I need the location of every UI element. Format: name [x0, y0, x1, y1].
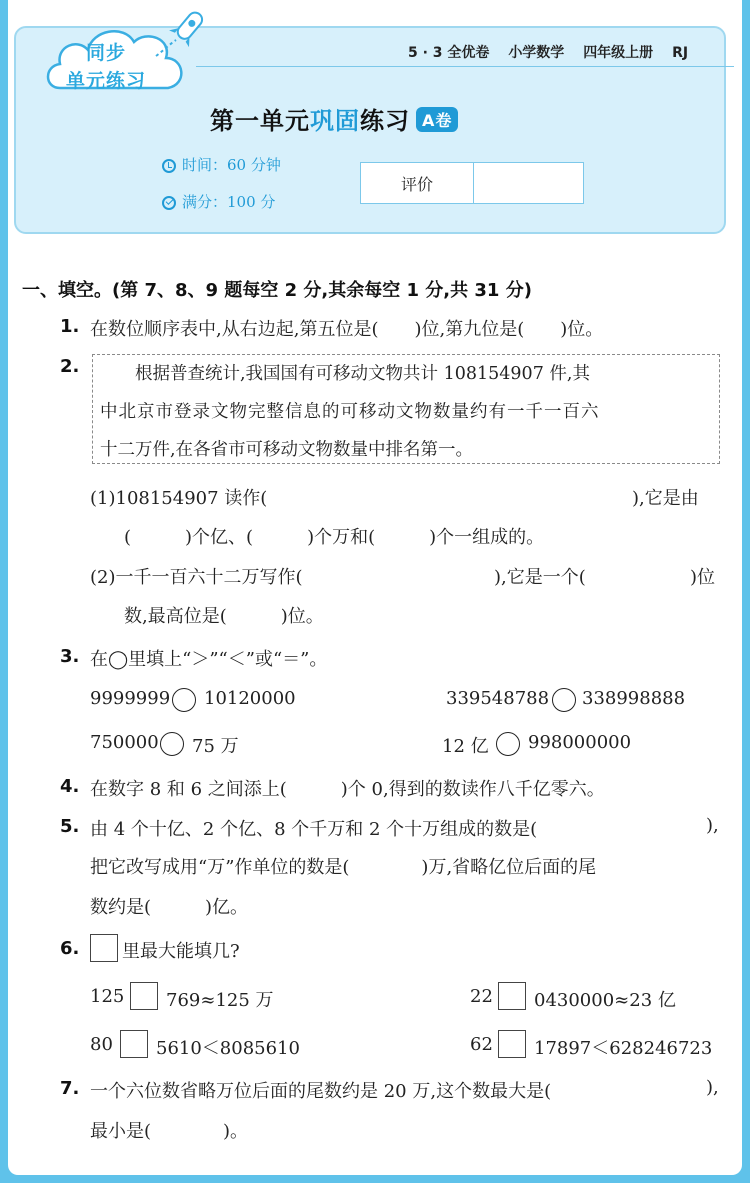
question-number: 5.	[60, 816, 80, 837]
question-6-text: 里最大能填几?	[122, 941, 240, 962]
title-highlight: 巩固	[310, 107, 360, 135]
question-number: 6.	[60, 938, 80, 959]
question-number: 1.	[60, 316, 80, 337]
estimate-left: 62	[470, 1034, 493, 1055]
answer-circle[interactable]	[160, 732, 184, 756]
estimate-right: 769≈125 万	[166, 990, 274, 1011]
answer-circle[interactable]	[552, 688, 576, 712]
score-info	[162, 191, 275, 212]
question-2-sub2: (2)一千一百六十二万写作(	[90, 567, 303, 588]
question-number: 4.	[60, 776, 80, 797]
page-title	[210, 101, 458, 136]
time-label: 时间：60 分钟	[182, 156, 281, 174]
compare-left: 750000	[90, 732, 159, 753]
answer-circle[interactable]	[496, 732, 520, 756]
unit-practice-badge	[38, 10, 190, 102]
question-5-line3: 数约是( )亿。	[90, 897, 249, 918]
estimate-right: 17897＜628246723	[534, 1038, 713, 1059]
question-5-line1: 由 4 个十亿、2 个亿、8 个千万和 2 个十万组成的数是(	[90, 819, 538, 840]
rating-field[interactable]	[474, 163, 583, 203]
compare-right: 10120000	[204, 688, 296, 709]
answer-box[interactable]	[90, 934, 118, 962]
question-2-sub2-mid: ),它是一个(	[494, 567, 586, 588]
question-2-sub2-end: )位	[690, 567, 716, 588]
question-1-text: 在数位顺序表中,从右边起,第五位是( )位,第九位是( )位。	[90, 319, 604, 340]
estimate-left: 80	[90, 1034, 113, 1055]
cloud-rocket-icon	[38, 10, 218, 110]
estimate-left: 22	[470, 986, 493, 1007]
question-number: 3.	[60, 646, 80, 667]
meta-series: 5 · 3 全优卷	[408, 45, 490, 61]
question-number: 2.	[60, 356, 80, 377]
rating-label: 评价	[361, 163, 474, 203]
badge-line2: 单元练习	[66, 70, 147, 92]
question-5-line1-end: ),	[706, 815, 719, 836]
clock-icon	[162, 159, 176, 173]
question-5-line2: 把它改写成用“万”作单位的数是( )万,省略亿位后面的尾	[90, 857, 597, 878]
answer-box[interactable]	[498, 982, 526, 1010]
meta-edition: RJ	[672, 45, 689, 61]
compare-left: 9999999	[90, 688, 171, 709]
estimate-right: 5610＜8085610	[156, 1038, 300, 1059]
question-7-line1-end: ),	[706, 1077, 719, 1098]
score-label: 满分：100 分	[182, 193, 276, 211]
compare-right: 338998888	[582, 688, 686, 709]
question-number: 7.	[60, 1078, 80, 1099]
answer-box[interactable]	[130, 982, 158, 1010]
answer-box[interactable]	[498, 1030, 526, 1058]
compare-left: 12 亿	[442, 736, 489, 757]
meta-subject: 小学数学	[508, 45, 565, 61]
estimate-right: 0430000≈23 亿	[534, 990, 676, 1011]
estimate-left: 125	[90, 986, 125, 1007]
book-meta	[408, 42, 702, 62]
title-prefix: 第一单元	[210, 107, 310, 135]
answer-circle[interactable]	[172, 688, 196, 712]
passage-line: 根据普查统计,我国国有可移动文物共计 108154907 件,其	[100, 364, 590, 384]
section-title: 一、填空。(第 7、8、9 题每空 2 分,其余每空 1 分,共 31 分)	[22, 280, 532, 301]
compare-right: 998000000	[528, 732, 632, 753]
time-info	[162, 154, 281, 175]
title-suffix: 练习	[360, 107, 410, 135]
answer-box[interactable]	[120, 1030, 148, 1058]
passage-line: 十二万件,在各省市可移动文物数量中排名第一。	[100, 440, 474, 460]
question-2-sub1-end: ),它是由	[632, 488, 699, 509]
check-icon	[162, 196, 176, 210]
question-2-sub1-line2: ( )个亿、( )个万和( )个一组成的。	[124, 527, 545, 548]
badge-line1: 同步	[86, 42, 127, 64]
header-divider	[196, 66, 734, 67]
compare-right: 75 万	[192, 736, 239, 757]
question-7-line1: 一个六位数省略万位后面的尾数约是 20 万,这个数最大是(	[90, 1081, 552, 1102]
question-7-line2: 最小是( )。	[90, 1121, 249, 1142]
compare-left: 339548788	[446, 688, 550, 709]
question-3-text: 在◯里填上“＞”“＜”或“＝”。	[90, 649, 328, 670]
rating-box	[360, 162, 584, 204]
passage-line: 中北京市登录文物完整信息的可移动文物数量约有一千一百六	[100, 402, 600, 422]
question-2-sub2-line2: 数,最高位是( )位。	[124, 606, 324, 627]
question-4-text: 在数字 8 和 6 之间添上( )个 0,得到的数读作八千亿零六。	[90, 779, 605, 800]
meta-grade: 四年级上册	[583, 45, 654, 61]
title-tag: A卷	[416, 107, 458, 132]
question-2-sub1: (1)108154907 读作(	[90, 488, 268, 509]
